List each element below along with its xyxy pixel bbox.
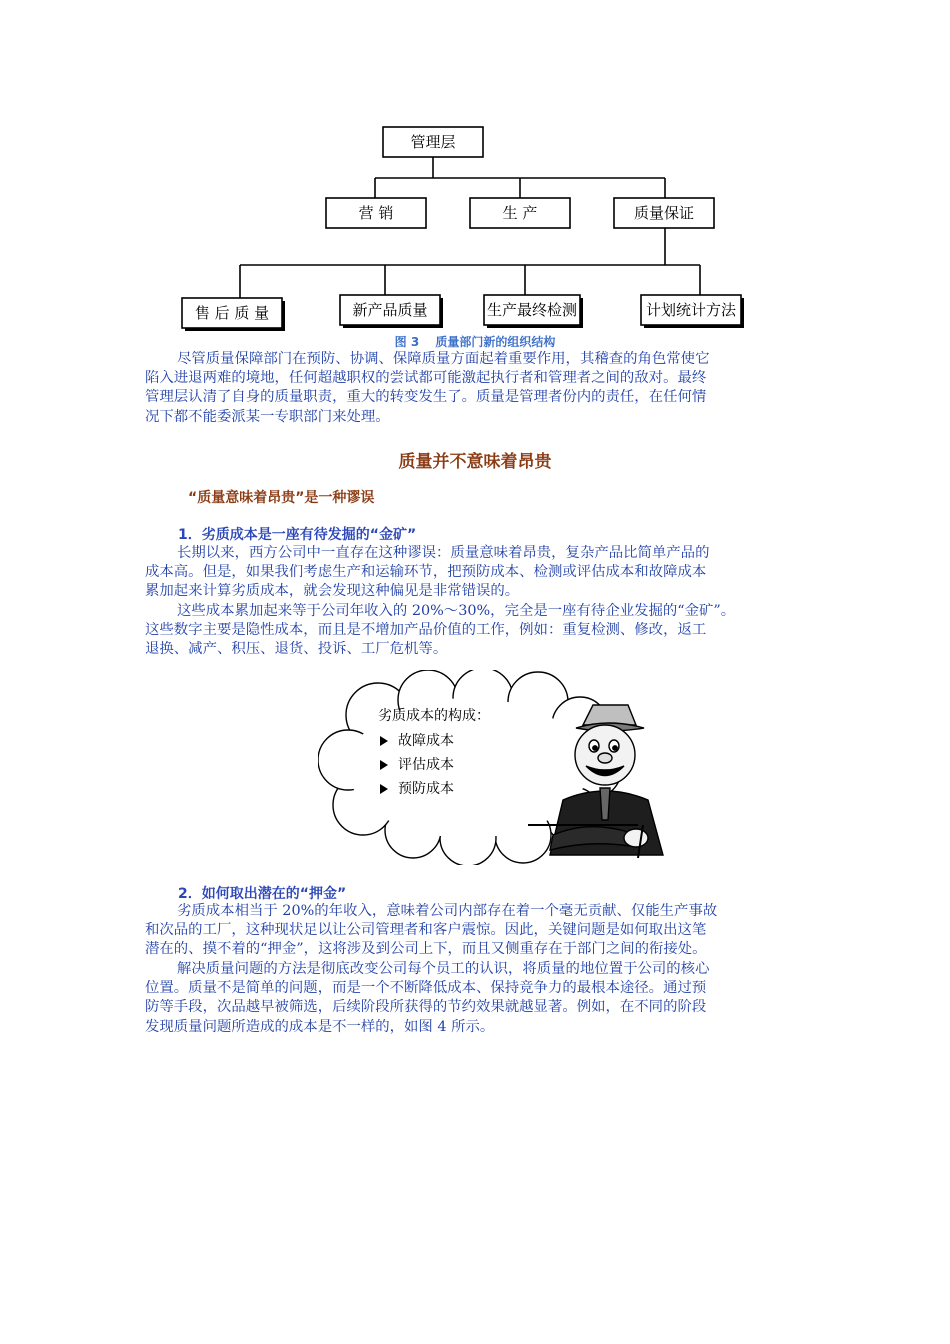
section-heading: 质量并不意味着昂贵 [398, 452, 552, 472]
illustration-item-label: 评估成本 [398, 757, 454, 773]
org-label-top: 管理层 [410, 133, 456, 151]
section2-paragraph-b [145, 960, 810, 1037]
text-line: 潜在的、摸不着的“押金”，这将涉及到公司上下，而且又侧重存在于部门之间的衔接处。 [145, 941, 707, 958]
text-line: 尽管质量保障部门在预防、协调、保障质量方面起着重要作用，其稽查的角色常使它 [177, 351, 710, 367]
text-line: 解决质量问题的方法是彻底改变公司每个员工的认识，将质量的地位置于公司的核心 [177, 961, 710, 977]
illustration-item-label: 预防成本 [398, 781, 454, 797]
org-label-production: 生 产 [502, 204, 538, 222]
text-line: 位置。质量不是简单的问题，而是一个不断降低成本、保持竞争力的最根本途径。通过预 [145, 980, 707, 997]
arrow-bullet-icon [380, 760, 388, 770]
section1-title: 1．劣质成本是一座有待发掘的“金矿” [178, 527, 417, 543]
text-line: 退换、减产、积压、退货、投诉、工厂危机等。 [145, 641, 448, 658]
illustration-item [380, 754, 454, 774]
section1-paragraph-b [145, 602, 810, 660]
paragraph-intro [145, 350, 810, 427]
section2-title: 2．如何取出潜在的“押金” [178, 886, 347, 902]
org-label-newproduct: 新产品质量 [352, 301, 428, 319]
cloud-cartoon-illustration [318, 670, 668, 865]
section1-paragraph-a [145, 544, 810, 602]
illustration-title: 劣质成本的构成： [378, 708, 490, 724]
arrow-bullet-icon [380, 736, 388, 746]
illustration-item [380, 730, 454, 750]
text-line: 和次品的工厂，这种现状足以让公司管理者和客户震惊。因此，关键问题是如何取出这笔 [145, 922, 707, 939]
org-label-qa: 质量保证 [633, 204, 694, 222]
org-label-statmethods: 计划统计方法 [645, 301, 736, 319]
section2-paragraph-a [145, 902, 810, 960]
text-line: 这些成本累加起来等于公司年收入的 20%～30%，完全是一座有待企业发掘的“金矿”。 [177, 603, 736, 619]
org-label-finalinspection: 生产最终检测 [486, 301, 577, 319]
text-line: 发现质量问题所造成的成本是不一样的，如图 4 所示。 [145, 1018, 495, 1035]
text-line: 劣质成本相当于 20%的年收入，意味着公司内部存在着一个毫无贡献、仅能生产事故 [177, 903, 718, 919]
figure-caption: 图 3 质量部门新的组织结构 [394, 335, 556, 349]
text-line: 成本高。但是，如果我们考虑生产和运输环节，把预防成本、检测或评估成本和故障成本 [145, 564, 707, 581]
text-line: 长期以来，西方公司中一直存在这种谬误：质量意味着昂贵，复杂产品比简单产品的 [177, 545, 710, 561]
text-line: 况下都不能委派某一专职部门来处理。 [145, 408, 390, 425]
text-line: 管理层认清了自身的质量职责，重大的转变发生了。质量是管理者份内的责任，在任何情 [145, 389, 707, 406]
text-line: 这些数字主要是隐性成本，而且是不增加产品价值的工作，例如：重复检测、修改，返工 [145, 622, 707, 639]
illustration-item [380, 778, 454, 798]
org-label-sales: 营 销 [358, 204, 394, 222]
org-label-aftersales: 售 后 质 量 [194, 304, 270, 322]
subsection-heading: “质量意味着昂贵”是一种谬误 [188, 490, 375, 506]
text-line: 累加起来计算劣质成本，就会发现这种偏见是非常错误的。 [145, 583, 520, 600]
illustration-item-label: 故障成本 [398, 733, 454, 749]
text-line: 防等手段，次品越早被筛选，后续阶段所获得的节约效果就越显著。例如，在不同的阶段 [145, 999, 707, 1016]
text-line: 陷入进退两难的境地，任何超越职权的尝试都可能激起执行者和管理者之间的敌对。最终 [145, 370, 707, 387]
arrow-bullet-icon [380, 784, 388, 794]
